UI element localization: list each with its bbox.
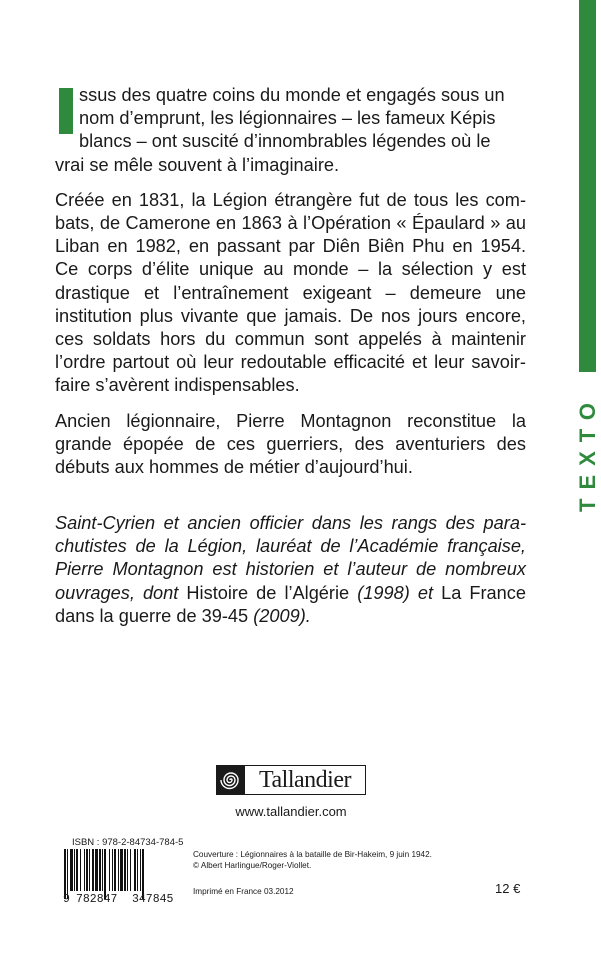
price: 12 € [495, 881, 521, 896]
history-paragraph: Créée en 1831, la Légion étrangère fut de tous les combats, de Camerone en 1863 à l’Opération « Épaulard » au Liban en 1982, en passant par Diên Biên Phu en 1954. Ce corps d’élite unique au monde – la sélection y est drastique et l’entraînement exigeant – demeure une institution plus vivante que jamais. De nos jours encore, ces soldats hors du commun sont appelés à maintenir l’ordre partout où leur redoutable efficacité et leur savoir-faire s’avèrent indispensables. [55, 189, 526, 396]
barcode-group: 347845 [132, 893, 174, 906]
barcode-bar [120, 849, 123, 891]
barcode-bar [80, 849, 81, 891]
spiral-icon [217, 766, 245, 794]
spine-accent-bar [579, 0, 596, 372]
barcode-bar [112, 849, 113, 891]
publisher-name: Tallandier [259, 767, 351, 793]
author-bio: Saint-Cyrien et ancien officier dans les rangs des parachutistes de la Légion, lauréat de l’Académie française, Pierre Montagnon est historien et l’auteur de nombreux ouvrages, dont Histoire de l’Algérie (1998) et La France dans la guerre de 39-45 (2009). [55, 513, 526, 626]
barcode-bar [95, 849, 98, 891]
book-title: Histoire de l’Algérie [186, 582, 350, 603]
barcode-bar [92, 849, 94, 891]
collection-label: TEXTO [574, 393, 600, 512]
intro-line: nom d’emprunt, les légionnaires – les fameux Képis [79, 108, 496, 129]
book-title: La France dans la guerre de 39-45 [55, 582, 526, 626]
intro-line: blancs – ont suscité d’innombrables légendes où le [79, 131, 491, 152]
barcode-bar [127, 849, 128, 891]
barcode-bar [70, 849, 73, 891]
intro-line: ssus des quatre coins du monde et engagés sous un [79, 85, 505, 105]
publisher-logo [216, 765, 366, 795]
barcode-bar [67, 849, 68, 899]
barcode-bar [142, 849, 144, 899]
publisher-website: www.tallandier.com [235, 804, 347, 819]
barcode-bar [99, 849, 101, 891]
barcode-bar [114, 849, 116, 891]
back-cover-text [55, 84, 526, 491]
barcode-bar [74, 849, 75, 891]
author-paragraph: Ancien légionnaire, Pierre Montagnon reconstitue la grande épopée de ces guerriers, des aventuriers des débuts aux hommes de métier d’aujourd’hui. [55, 410, 526, 478]
barcode-bar [76, 849, 78, 891]
print-info: Imprimé en France 03.2012 [193, 887, 294, 896]
barcode-bar [134, 849, 136, 891]
cover-credit: Couverture : Légionnaires à la bataille de Bir-Hakeim, 9 juin 1942. © Albert Harlingue/Roger-Viollet. [193, 850, 432, 870]
barcode-bars [60, 849, 184, 893]
barcode-bar [102, 849, 103, 891]
intro-paragraph [55, 84, 526, 177]
barcode-bar [104, 849, 106, 899]
barcode-group: 782847 [76, 893, 118, 906]
barcode-bar [118, 849, 119, 891]
barcode-bar [140, 849, 141, 891]
barcode-bar [137, 849, 138, 891]
barcode-bar [124, 849, 126, 891]
intro-line: vrai se mêle souvent à l’imaginaire. [55, 154, 340, 175]
barcode-bar [84, 849, 85, 891]
barcode-bar [89, 849, 90, 891]
isbn: ISBN : 978-2-84734-784-5 [72, 837, 184, 848]
barcode-digit: 9 [63, 893, 70, 906]
barcode-bar [64, 849, 66, 899]
barcode-bar [109, 849, 110, 891]
barcode-bar [130, 849, 131, 891]
barcode-bar [86, 849, 88, 891]
